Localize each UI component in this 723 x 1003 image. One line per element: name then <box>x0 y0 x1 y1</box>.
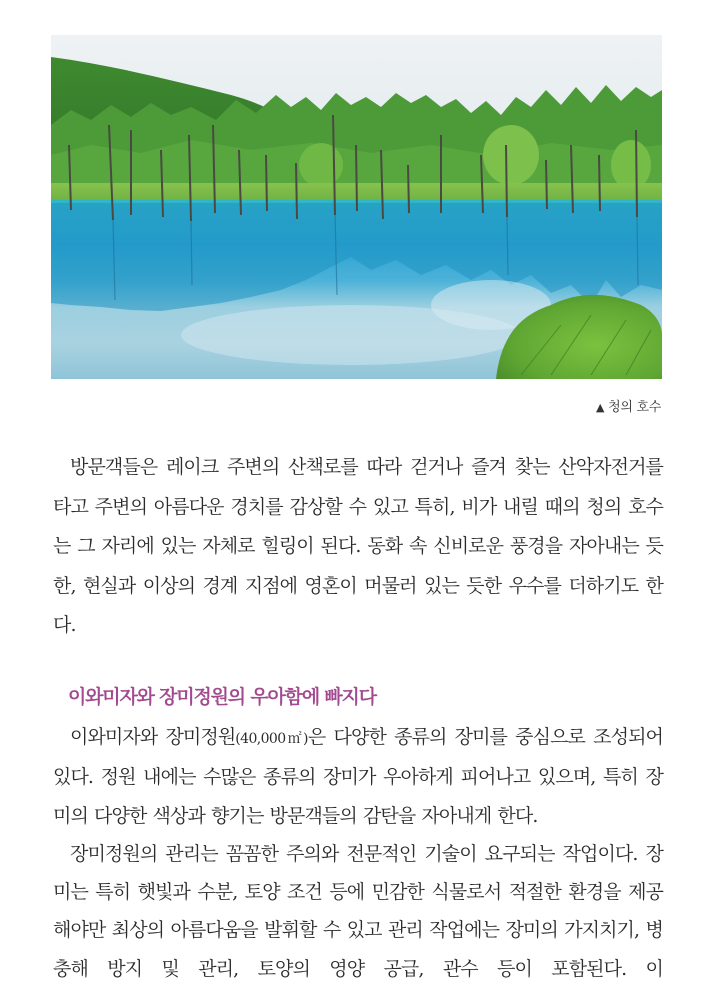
photo-caption <box>596 396 661 415</box>
area-figure: (40,000㎡) <box>235 731 308 747</box>
blue-lake-photo <box>51 35 662 379</box>
article-paragraphs-2-3 <box>53 718 663 988</box>
paragraph-2-rest: 은 다양한 종류의 장미를 중심으로 조성되어 있다. 정원 내에는 수많은 종류의 장미가 우아하게 피어나고 있으며, 특히 장미의 다양한 색상과 향기는 방문객들의 감탄을 자아내게 한다. <box>53 726 663 827</box>
paragraph-2 <box>53 718 663 835</box>
lake-landscape-illustration <box>51 35 662 379</box>
paragraph-2-start: 이와미자와 장미정원 <box>70 726 236 748</box>
section-heading: 이와미자와 장미정원의 우아함에 빠지다 <box>68 686 376 708</box>
article-paragraph-1 <box>53 448 663 646</box>
paragraph-3: 장미정원의 관리는 꼼꼼한 주의와 전문적인 기술이 요구되는 작업이다. 장미는 특히 햇빛과 수분, 토양 조건 등에 민감한 식물로서 적절한 환경을 제공해야만 최상의 아름다움을 발휘할 수 있고 관리 작업에는 장미의 가지치기, 병충해 방지 및 관리, 토양의 영양 공급, 관수 등이 포함된다. 이 <box>53 842 663 980</box>
triangle-marker-icon: ▲ <box>595 401 605 414</box>
paragraph-text: 방문객들은 레이크 주변의 산책로를 따라 걷거나 즐겨 찾는 산악자전거를 타고 주변의 아름다운 경치를 감상할 수 있고 특히, 비가 내릴 때의 청의 호수는 그 자리에 있는 자체로 힐링이 된다. 동화 속 신비로운 풍경을 자아내는 듯한, 현실과 이상의 경계 지점에 영혼이 머물러 있는 듯한 우수를 더하기도 한다. <box>53 456 663 637</box>
caption-text: 청의 호수 <box>608 400 661 415</box>
